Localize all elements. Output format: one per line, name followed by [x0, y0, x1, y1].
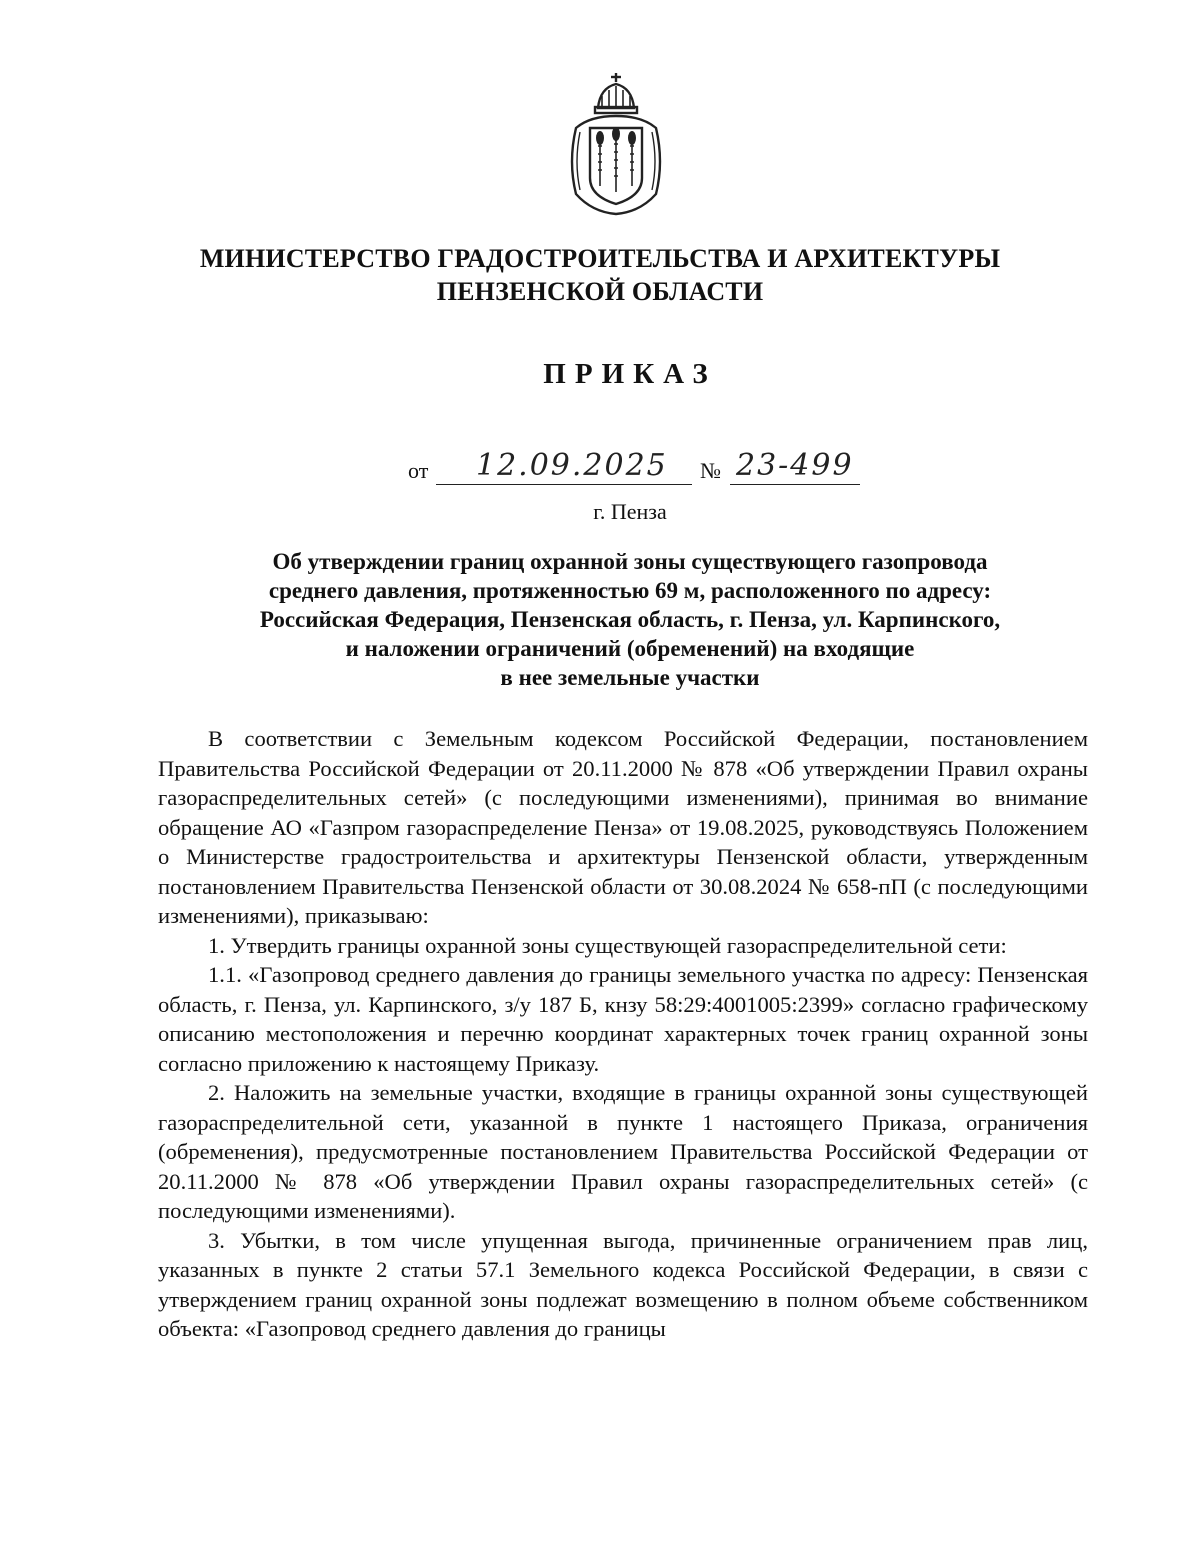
- clause-3: 3. Убытки, в том числе упущенная выгода, причиненные ограничением прав лиц, указанных в пункте 2 статьи 57.1 Земельного кодекса Российской Федерации, в связи с утверждением границ охранной зоны подлежат возмещению в полном объеме собственником объекта: «Газопровод среднего давления до границы: [158, 1227, 1088, 1341]
- clause-1-1: 1.1. «Газопровод среднего давления до границы земельного участка по адресу: Пензенская область, г. Пенза, ул. Карпинского, з/у 187 Б, кнзу 58:29:4001005:2399» согласно графическому описанию местоположения и перечню координат характерных точек границ охранной зоны согласно приложению к настоящему Приказу.: [158, 962, 1088, 1076]
- ministry-line-2: ПЕНЗЕНСКОЙ ОБЛАСТИ: [436, 277, 764, 306]
- clause-1: 1. Утвердить границы охранной зоны существующей газораспределительной сети:: [208, 932, 1007, 958]
- city-name: г. Пенза: [593, 499, 667, 524]
- order-date-number-line: [408, 448, 878, 488]
- ministry-line-1: МИНИСТЕРСТВО ГРАДОСТРОИТЕЛЬСТВА И АРХИТЕКТУРЫ: [199, 244, 1001, 273]
- order-subject: [150, 547, 1110, 692]
- order-number: 23-499: [736, 448, 854, 483]
- date-label: от: [408, 458, 429, 483]
- document-title: ПРИКАЗ: [543, 358, 717, 390]
- subject-line: в нее земельные участки: [500, 665, 760, 690]
- subject-line: Об утверждении границ охранной зоны существующего газопровода: [272, 549, 988, 574]
- number-label: №: [700, 458, 721, 483]
- order-body: [158, 724, 1088, 1344]
- penza-region-coat-of-arms-icon: [562, 70, 670, 220]
- number-underline: [730, 484, 860, 485]
- ministry-name: [0, 242, 1200, 308]
- date-underline: [436, 484, 692, 485]
- subject-line: и наложении ограничений (обременений) на входящие: [345, 636, 915, 661]
- clause-2: 2. Наложить на земельные участки, входящие в границы охранной зоны существующей газораспределительной сети, указанной в пункте 1 настоящего Приказа, ограничения (обременения), предусмотренные постановлением Правительства Российской Федерации от 20.11.2000 № 878 «Об утверждении Правил охраны газораспределительных сетей» (с последующими изменениями).: [158, 1080, 1088, 1223]
- subject-line: Российская Федерация, Пензенская область, г. Пенза, ул. Карпинского,: [259, 607, 1001, 632]
- subject-line: среднего давления, протяженностью 69 м, расположенного по адресу:: [268, 578, 992, 603]
- preamble-paragraph: В соответствии с Земельным кодексом Российской Федерации, постановлением Правительства Российской Федерации от 20.11.2000 № 878 «Об утверждении Правил охраны газораспределительных сетей» (с последующими изменениями), принимая во внимание обращение АО «Газпром газораспределение Пенза» от 19.08.2025, руководствуясь Положением о Министерстве градостроительства и архитектуры Пензенской области, утвержденным постановлением Правительства Пензенской области от 30.08.2024 № 658-пП (с последующими изменениями), приказываю:: [158, 726, 1088, 928]
- order-date: 12.09.2025: [476, 448, 668, 483]
